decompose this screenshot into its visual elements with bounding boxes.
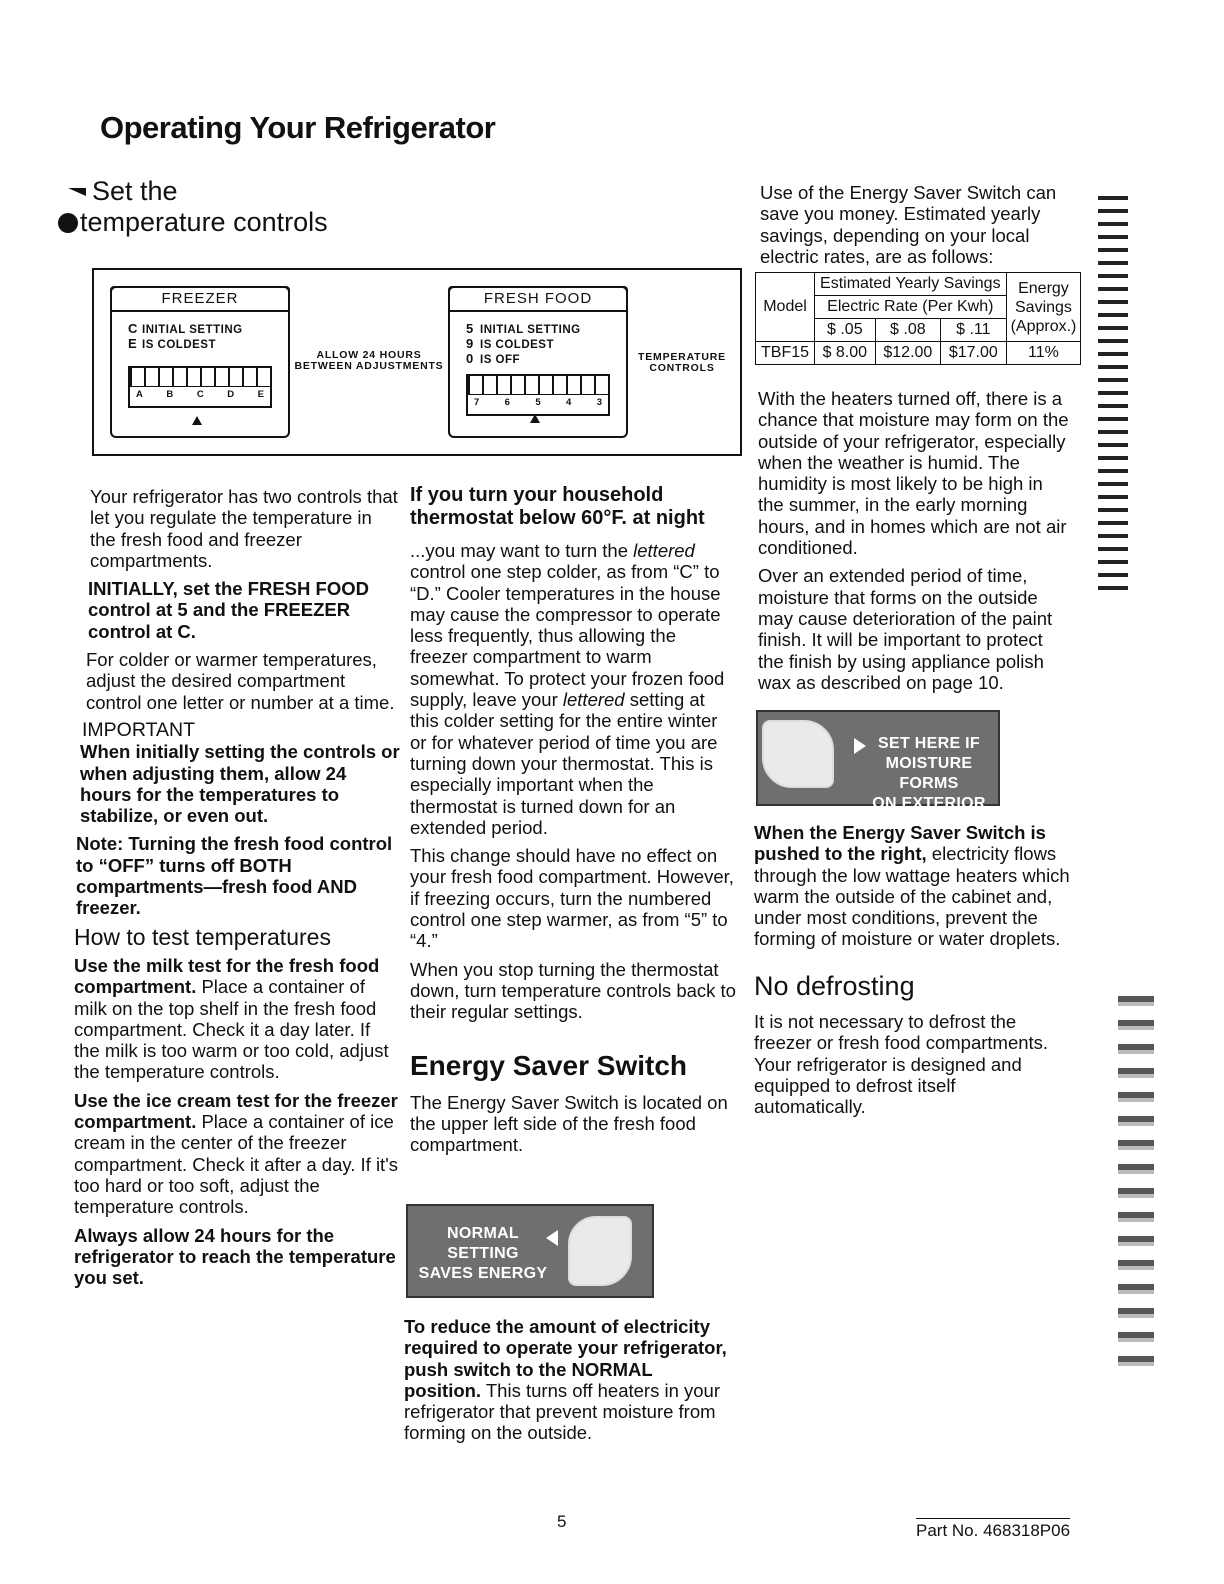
dial-mark: 3: [596, 397, 602, 408]
reduce-body: This turns off heaters in your refrigerator that prevent moisture from forming on the outside.: [404, 1379, 720, 1444]
dial-mark: E: [257, 389, 264, 400]
ice-cream-test-text: [74, 1090, 400, 1218]
model-header: Model: [756, 273, 815, 342]
fresh-key-2: 9: [466, 336, 474, 351]
section-title: [80, 176, 328, 238]
ice-cream-body: Place a container of ice cream in the center of the freezer compartment. Check it after a day. If it's too hard or too soft, adjust the temperature controls.: [74, 1111, 398, 1218]
percent-cell: 11%: [1006, 342, 1081, 365]
energy-savings-header: Energy Savings (Approx.): [1006, 273, 1081, 342]
pointer-icon: [530, 414, 540, 423]
pushed-bold: When the Energy Saver Switch is pushed to the right,: [754, 822, 1046, 865]
between-note: ALLOW 24 HOURS BETWEEN ADJUSTMENTS: [294, 349, 444, 372]
defrost-text: It is not necessary to defrost the freezer or fresh food compartments. Your refrigerator is designed and equipped to defrost itself automatically.: [754, 1011, 1049, 1118]
model-cell: TBF15: [756, 342, 815, 365]
note-text: Note: Turning the fresh food control to “OFF” turns off BOTH compartments—fresh food AND freezer.: [76, 833, 393, 919]
fresh-key-1: 5: [466, 321, 474, 336]
dial-mark: 6: [504, 397, 510, 408]
estimated-header: Estimated Yearly Savings: [815, 273, 1007, 296]
thermostat-text: [410, 540, 736, 838]
value-cell: $12.00: [875, 342, 940, 365]
moisture-text: With the heaters turned off, there is a chance that moisture may form on the outside of your refrigerator, especially when the weather is humid. The humidity is most likely to be high in the summer, in the early morning hours, and in homes which are not air conditioned.: [758, 388, 1069, 559]
text-run: control one step colder, as from “C” to “D.” Cooler temperatures in the house may cause the compressor to operate less frequently, thus allowing the freezer compartment to warm somewhat. To protect your frozen food supply, leave your: [410, 561, 725, 711]
no-defrosting-heading: No defrosting: [754, 970, 915, 1001]
normal-setting-photo: [406, 1204, 654, 1298]
freezer-line-2: IS COLDEST: [142, 339, 217, 351]
fresh-food-dial: [466, 374, 610, 416]
page-title: Operating Your Refrigerator: [100, 110, 496, 145]
energy-saver-heading: Energy Saver Switch: [410, 1049, 688, 1081]
adjust-text: For colder or warmer temperatures, adjust the desired compartment control one letter or number at a time.: [86, 649, 395, 713]
hand-switch-icon: [568, 1216, 632, 1286]
value-cell: $ 8.00: [815, 342, 876, 365]
freezer-key-1: C: [128, 321, 138, 336]
text-run: ...you may want to turn the: [410, 540, 634, 561]
pushed-body: electricity flows through the low wattage heaters which warm the outside of the cabinet and, under most conditions, prevent the forming of moisture or water droplets.: [754, 843, 1070, 950]
bullet-icon: [68, 188, 86, 196]
edge-marks: [1098, 196, 1128, 596]
column-right-bottom: [754, 822, 1070, 1125]
pushed-right-text: [754, 822, 1070, 950]
dial-mark: C: [196, 389, 204, 400]
freezer-line-1: INITIAL SETTING: [142, 324, 243, 336]
dial-mark: D: [227, 389, 235, 400]
pointer-icon: [192, 416, 202, 425]
reduce-bold: To reduce the amount of electricity required to operate your refrigerator, push switch to the NORMAL position.: [404, 1316, 727, 1401]
hand-switch-icon: [762, 720, 834, 788]
controls-note: TEMPERATURE CONTROLS: [638, 351, 726, 374]
milk-test-body: Place a container of milk on the top shelf in the fresh food compartment. Check it a day later. If the milk is too warm or too cold, adjust the temperature controls.: [74, 976, 389, 1083]
savings-table: [755, 272, 1081, 365]
milk-test-text: [74, 955, 400, 1083]
ice-cream-bold: Use the ice cream test for the freezer compartment.: [74, 1089, 398, 1133]
deterioration-text: Over an extended period of time, moisture that forms on the outside may cause deterioration of the paint finish. It will be important to protect the finish by using appliance polish wax as described on page 10.: [758, 565, 1053, 693]
milk-test-bold: Use the milk test for the fresh food compartment.: [74, 954, 380, 998]
value-cell: $17.00: [941, 342, 1006, 365]
arrow-left-icon: [546, 1230, 558, 1246]
bullet-dot-icon: [58, 213, 78, 233]
savings-intro-text: Use of the Energy Saver Switch can save you money. Estimated yearly savings, depending on your local electric rates, are as follows:: [760, 182, 1057, 267]
photo-caption: NORMAL: [446, 1225, 519, 1242]
column-right-top: [760, 182, 1070, 274]
freezer-key-2: E: [128, 336, 138, 351]
rate-cell: $ .08: [875, 319, 940, 342]
dial-mark: A: [136, 389, 143, 400]
rate-header: Electric Rate (Per Kwh): [815, 296, 1007, 319]
no-effect-text: This change should have no effect on your fresh food compartment. However, if freezing occurs, turn the numbered control one step warmer, as from “5” to “4.”: [410, 845, 734, 952]
column-left: [74, 486, 400, 1295]
dial-mark: B: [166, 389, 174, 400]
freezer-dial: [128, 366, 272, 408]
rate-cell: $ .11: [941, 319, 1006, 342]
moisture-setting-photo: [756, 710, 1000, 812]
dial-mark: 4: [566, 397, 572, 408]
page-number: 5: [557, 1512, 567, 1531]
intro-text: Your refrigerator has two controls that let you regulate the temperature in the fresh food and freezer compartments.: [90, 486, 398, 571]
text-run: lettered: [633, 540, 695, 561]
photo-caption: MOISTURE FORMS: [885, 755, 973, 792]
fresh-food-label: FRESH FOOD: [448, 286, 628, 312]
fresh-line-1: INITIAL SETTING: [480, 324, 581, 336]
fresh-line-3: IS OFF: [480, 354, 521, 366]
column-middle: [410, 484, 736, 1163]
part-number: Part No. 468318P06: [916, 1518, 1070, 1541]
freezer-control: [110, 286, 290, 438]
thermostat-heading: If you turn your household thermostat below 60°F. at night: [410, 484, 705, 529]
controls-diagram: [92, 268, 742, 456]
rate-cell: $ .05: [815, 319, 876, 342]
dial-mark: 5: [535, 397, 541, 408]
dial-mark: 7: [474, 397, 480, 408]
energy-saver-location-text: The Energy Saver Switch is located on the upper left side of the fresh food compartment.: [410, 1091, 728, 1156]
important-text: When initially setting the controls or when adjusting them, allow 24 hours for the temperatures to stabilize, or even out.: [80, 741, 400, 827]
text-run: lettered: [562, 689, 625, 711]
fresh-food-control: [448, 286, 628, 438]
photo-caption: SAVES ENERGY: [418, 1265, 548, 1282]
initial-setting-text: INITIALLY, set the FRESH FOOD control at 5 and the FREEZER control at C.: [88, 578, 369, 642]
freezer-label: FREEZER: [110, 286, 290, 312]
test-heading: How to test temperatures: [74, 923, 331, 950]
section-title-line1: Set the: [92, 176, 178, 206]
fresh-key-3: 0: [466, 351, 474, 366]
photo-caption: ON EXTERIOR: [872, 795, 986, 812]
stop-turning-text: When you stop turning the thermostat down, turn temperature controls back to their regular settings.: [410, 958, 736, 1023]
text-run: setting at this colder setting for the entire winter or for whatever period of time you are turning down your thermostat. This is especially important when the thermostat is turned down for an extended period.: [410, 689, 718, 838]
section-title-line2: temperature controls: [80, 207, 328, 237]
important-heading: IMPORTANT: [82, 718, 196, 741]
reduce-electricity-text: [404, 1316, 734, 1451]
column-right-mid: [758, 388, 1070, 700]
fresh-line-2: IS COLDEST: [480, 339, 555, 351]
allow-24-text: Always allow 24 hours for the refrigerator to reach the temperature you set.: [74, 1224, 396, 1289]
edge-marks: [1118, 996, 1154, 1376]
photo-caption: SETTING: [447, 1245, 519, 1262]
photo-caption: SET HERE IF: [878, 735, 980, 752]
